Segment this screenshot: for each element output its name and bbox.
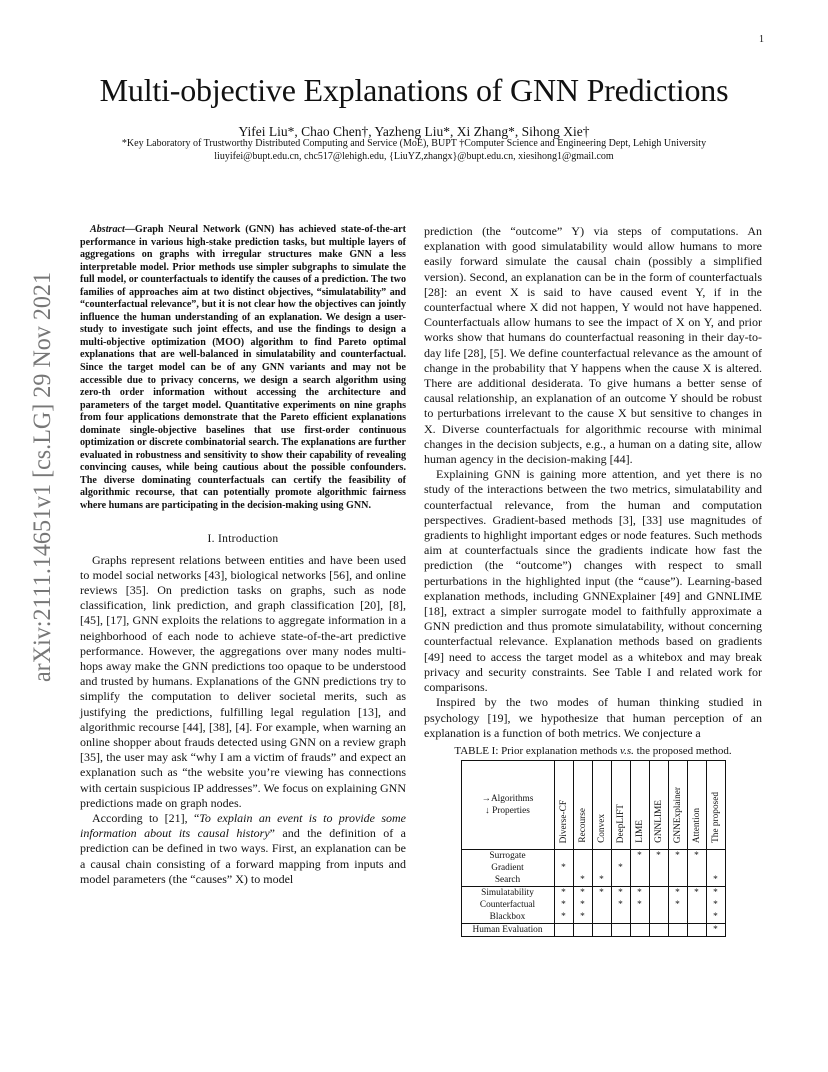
email-line: liuyifei@bupt.edu.cn, chc517@lehigh.edu, {LiuYZ,zhangx}@bupt.edu.cn, xiesihong1@gmail.com xyxy=(214,150,614,162)
cell-mark xyxy=(593,911,611,923)
cell-mark xyxy=(593,899,611,911)
cell-mark xyxy=(612,924,630,936)
table-cell xyxy=(706,886,725,923)
cell-mark: * xyxy=(637,887,642,898)
cell-mark xyxy=(593,862,611,874)
cell-mark xyxy=(555,874,573,886)
table-cell xyxy=(630,849,649,886)
arxiv-identifier-text: arXiv:2111.14651v1 [cs.LG] 29 Nov 2021 xyxy=(29,272,56,682)
cell-mark xyxy=(650,899,668,911)
caption-vs: v.s. xyxy=(620,744,634,757)
row-label: Human Evaluation xyxy=(472,924,543,935)
cell-mark: * xyxy=(580,899,585,910)
table-cell xyxy=(706,849,725,886)
row-label: Blackbox xyxy=(489,911,526,922)
column-header: Convex xyxy=(596,813,607,843)
cell-mark xyxy=(593,850,611,862)
cell-mark: * xyxy=(580,911,585,922)
table-cell xyxy=(649,886,668,923)
cell-mark xyxy=(650,924,668,936)
cell-mark: * xyxy=(618,887,623,898)
caption-prefix: TABLE I: Prior explanation methods xyxy=(454,744,620,757)
cell-mark xyxy=(555,850,573,862)
table-corner-cell xyxy=(461,760,554,849)
row-labels xyxy=(461,849,554,886)
section-heading-introduction: I. Introduction xyxy=(207,532,279,545)
column-header: DeepLIFT xyxy=(615,803,626,843)
table-cell xyxy=(592,886,611,923)
column-header: The proposed xyxy=(710,792,721,843)
table-cell xyxy=(668,886,687,923)
cell-mark xyxy=(688,924,706,936)
table-cell xyxy=(706,923,725,936)
table-cell xyxy=(687,849,706,886)
left-column xyxy=(80,224,406,887)
cell-mark: * xyxy=(694,850,699,861)
cell-mark: * xyxy=(713,911,718,922)
intro-paragraph-1: Graphs represent relations between entities and have been used to model social networks [43], biological networks [56], and online reviews [35]. On prediction tasks on graphs, such as node classification, link prediction, and graph classification [20], [8], [45], [17], GNN exploits the relations to aggregate information in a neighborhood of each node to achieve state-of-the-art predictive performance. However, the aggregations over many nodes multi-hops away make the GNN predictions too opaque to be understood and trusted by humans. Explanations of the GNN predictions try to simplify the computation to deliver societal merits, such as justifying the predictions, fulfilling legal regulation [13], and algorithmic recourse [44], [38], [4]. For example, when warning an online shopper about frauds detected using GNN on a review graph [35], the user may ask “why I am a victim of frauds” and expect an explanation such as “the website you’re viewing has connections with certain suspicious IP addresses”. We focus on explaining GNN predictions made on graph nodes. xyxy=(80,552,406,810)
row-label: Search xyxy=(494,874,521,885)
cell-mark: * xyxy=(561,899,566,910)
cell-mark xyxy=(574,924,592,936)
table-cell xyxy=(630,923,649,936)
abstract-text: —Graph Neural Network (GNN) has achieved state-of-the-art performance in various high-stake prediction tasks, but multiple layers of aggregations on graphs with irregular structures make GNN a less interpretable model. Prior methods use simpler subgraphs to simulate the full model, or counterfactuals to identify the causes of a prediction. The two families of approaches aim at two distinct objectives, “simulatability” and “counterfactual relevance”, but it is not clear how the objectives can jointly influence the human understanding of an explanation. We design a user-study to investigate such joint effects, and use the findings to design a multi-objective optimization (MOO) algorithm to find Pareto optimal explanations that are well-balanced in simulatability and counterfactual. Since the target model can be of any GNN variants and may not be accessible due to privacy concerns, we design a search algorithm using zero-th order information without accessing the architecture and parameters of the target model. Quantitative experiments on nine graphs from four applications demonstrate that the Pareto efficient explanations dominate single-objective baselines that use first-order continuous optimization or discrete combinatorial search. The explanations are further evaluated in robustness and sensitivity to show their capability of revealing convincing causes, while being cautious about the possible confounders. The diverse dominating counterfactuals can certify the feasibility of algorithmic recourse, that can potentially promote algorithmic fairness where humans are participating in the decision-making using GNN. xyxy=(80,224,406,512)
right-paragraph-1: prediction (the “outcome” Y) via steps of computations. An explanation with good simulatability would allow humans to more easily forward simulate the causal chain (possibly a simplified version). Second, an explanation can be in the form of counterfactuals [28]: an event X is said to have caused event Y, if in the counterfactual where X did not happen, Y would not have happened. Counterfactuals allow humans to see the impact of X on Y, and prior works show that humans do counterfactual reasoning in their day-to-day life [28], [5]. We define counterfactual relevance as the amount of change in the probability that Y happens when the cause X is altered. There are additional desiderata. To give humans a better sense of causal relationship, an explanation of an outcome Y should be robust to perturbations irrelevant to the cause X but sensitive to changes in X. Diverse counterfactuals for algorithmic recourse with minimal changes in the decision subjects, e.g., a human on a dating site, allow human agency in the decision-making [44]. xyxy=(424,224,762,467)
abstract-label: Abstract xyxy=(90,224,125,235)
intro-paragraph-2 xyxy=(80,811,406,887)
table-cell xyxy=(687,923,706,936)
author-list: Yifei Liu*, Chao Chen†, Yazheng Liu*, Xi Zhang*, Sihong Xie† xyxy=(238,124,590,139)
arxiv-identifier xyxy=(14,272,58,692)
caption-suffix: the proposed method. xyxy=(633,744,732,757)
table-cell xyxy=(668,849,687,886)
cell-mark xyxy=(669,862,687,874)
column-header: Diverse-CF xyxy=(558,799,569,843)
cell-mark: * xyxy=(713,924,718,935)
cell-mark xyxy=(555,924,573,936)
cell-mark: * xyxy=(675,899,680,910)
right-paragraph-2: Explaining GNN is gaining more attention, and yet there is no study of the interactions between the two metrics, simulatability and counterfactual relevance, from the human and computation perspectives. Gradient-based methods [3], [33] use magnitudes of gradients to highlight important edges or node features. Such methods aim at counterfactuals since the gradients indicate how fast the prediction (the “outcome”) changes with respect to small perturbations in the highlighted input (the “cause”). Learning-based explanation methods, including GNNExplainer [49] and GNNLIME [18], extract a simpler surrogate model to faithfully approximate a GNN prediction and thus promote simulatability, without concerning counterfactual relevance. Explanation methods based on gradients [49] need to access the target model as a whitebox and may break privacy and security constraints. See Table I and related work for comparisons. xyxy=(424,467,762,695)
row-label: Surrogate xyxy=(489,850,526,861)
cell-mark xyxy=(612,911,630,923)
cell-mark xyxy=(612,874,630,886)
table-row xyxy=(461,886,725,923)
column-header: GNNExplainer xyxy=(672,786,683,843)
paper-title: Multi-objective Explanations of GNN Predictions xyxy=(99,72,729,108)
cell-mark: * xyxy=(713,887,718,898)
cell-mark xyxy=(593,924,611,936)
cell-mark xyxy=(650,874,668,886)
table-cell xyxy=(554,923,573,936)
cell-mark: * xyxy=(713,874,718,885)
row-label: Counterfactual xyxy=(479,899,536,910)
cell-mark: * xyxy=(713,899,718,910)
column-header: Attention xyxy=(691,807,702,843)
table-cell xyxy=(611,849,630,886)
cell-mark xyxy=(688,862,706,874)
row-labels xyxy=(461,886,554,923)
cell-mark xyxy=(669,911,687,923)
cell-mark: * xyxy=(580,874,585,885)
cell-mark xyxy=(574,862,592,874)
table-group-evaluation xyxy=(461,923,725,936)
cell-mark xyxy=(650,911,668,923)
cell-mark xyxy=(707,862,725,874)
table-cell xyxy=(554,849,573,886)
table-cell xyxy=(668,923,687,936)
table-cell xyxy=(592,849,611,886)
table-cell xyxy=(649,923,668,936)
table-cell xyxy=(573,849,592,886)
cell-mark xyxy=(688,899,706,911)
cell-mark xyxy=(631,862,649,874)
table-cell xyxy=(573,923,592,936)
table-cell xyxy=(573,886,592,923)
page-number: 1 xyxy=(759,34,764,45)
table-cell xyxy=(687,886,706,923)
cell-mark xyxy=(650,887,668,899)
table-cell xyxy=(611,886,630,923)
cell-mark xyxy=(669,924,687,936)
row-labels xyxy=(461,923,554,936)
table-cell xyxy=(592,923,611,936)
table-header-row xyxy=(461,760,725,849)
row-label: Simulatability xyxy=(481,887,534,898)
cell-mark: * xyxy=(637,850,642,861)
cell-mark: * xyxy=(618,862,623,873)
cell-mark xyxy=(669,874,687,886)
table-cell xyxy=(649,849,668,886)
cell-mark: * xyxy=(561,862,566,873)
quoted-definition: To explain an event is to provide some information about its causal history xyxy=(80,811,406,841)
cell-mark xyxy=(707,850,725,862)
right-column xyxy=(424,224,762,937)
right-paragraph-3: Inspired by the two modes of human thinking studied in psychology [19], we hypothesize that human perception of an explanation is a function of both metrics. We conjecture a xyxy=(424,695,762,740)
table-group-methods xyxy=(461,849,725,886)
cell-mark: * xyxy=(561,887,566,898)
affiliation-line: *Key Laboratory of Trustworthy Distributed Computing and Service (MoE), BUPT †Computer Science and Engineering Dept, Lehigh University xyxy=(121,138,707,149)
header-algorithms: →Algorithms xyxy=(481,793,534,804)
cell-mark: * xyxy=(618,899,623,910)
column-header: Recourse xyxy=(577,808,588,843)
cell-mark: * xyxy=(561,911,566,922)
table-cell xyxy=(611,923,630,936)
column-header: GNNLIME xyxy=(653,800,664,843)
comparison-table xyxy=(461,760,726,937)
table-cell xyxy=(630,886,649,923)
cell-mark xyxy=(631,924,649,936)
cell-mark: * xyxy=(675,850,680,861)
table-caption xyxy=(424,745,762,757)
paragraph-2-rest: ” and the definition of a prediction can be defined in two ways. First, an explanation can be a causal chain consisting of a forward mapping from inputs and model parameters (the “causes” X) to model xyxy=(80,826,406,886)
column-header: LIME xyxy=(634,820,645,843)
cell-mark: * xyxy=(694,887,699,898)
cell-mark: * xyxy=(675,887,680,898)
cell-mark xyxy=(631,911,649,923)
cell-mark xyxy=(650,862,668,874)
cell-mark xyxy=(574,850,592,862)
table-cell xyxy=(554,886,573,923)
affiliations xyxy=(0,138,828,163)
paragraph-2-start: According to [21], “ xyxy=(92,811,200,826)
table-group-objectives xyxy=(461,886,725,923)
cell-mark: * xyxy=(656,850,661,861)
table-row xyxy=(461,923,725,936)
cell-mark xyxy=(631,874,649,886)
table-row xyxy=(461,849,725,886)
cell-mark xyxy=(688,874,706,886)
cell-mark xyxy=(612,850,630,862)
cell-mark xyxy=(688,911,706,923)
cell-mark: * xyxy=(580,887,585,898)
cell-mark: * xyxy=(637,899,642,910)
header-properties: ↓ Properties xyxy=(485,805,530,816)
cell-mark: * xyxy=(599,874,604,885)
abstract xyxy=(80,224,406,513)
cell-mark: * xyxy=(599,887,604,898)
row-label: Gradient xyxy=(491,862,524,873)
